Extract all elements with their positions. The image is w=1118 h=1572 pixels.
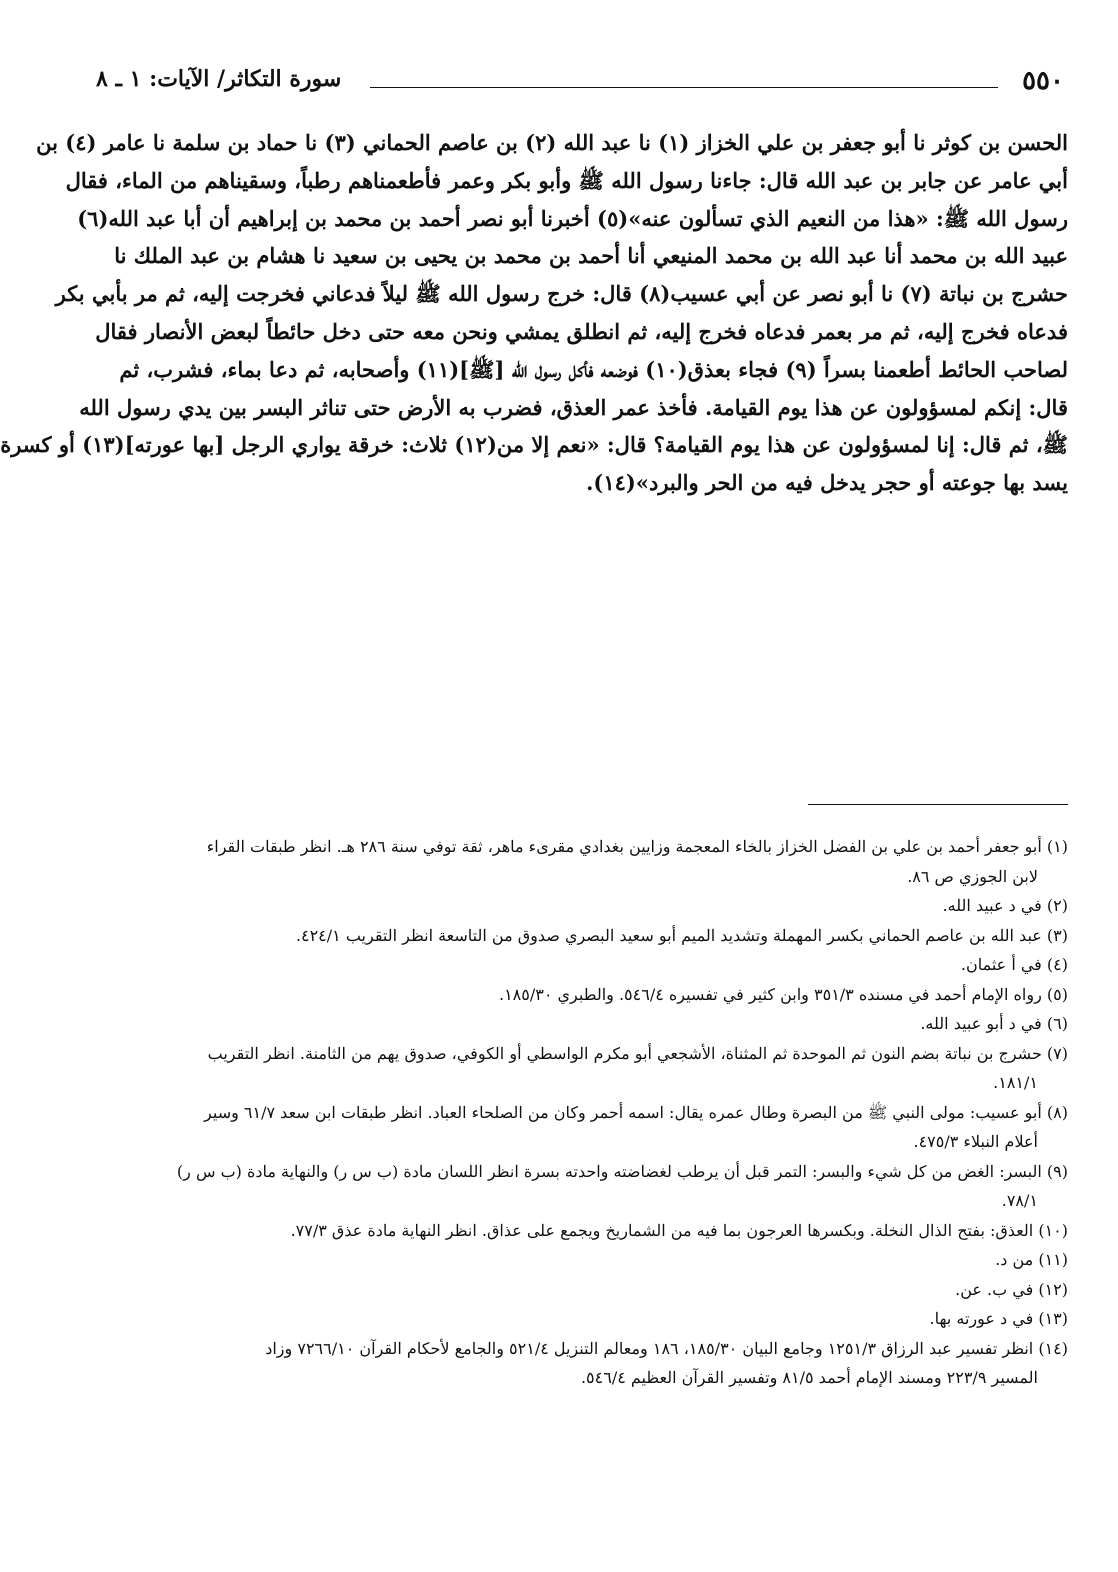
footnote-line: المسير ٢٢٣/٩ ومسند الإمام أحمد ٨١/٥ وتفسير القرآن العظيم ٥٤٦/٤.	[580, 1368, 1038, 1387]
page-number: ٥٥٠	[1022, 66, 1064, 96]
body-line: يسد بها جوعته أو حجر يدخل فيه من الحر والبرد»(١٤).	[586, 470, 1068, 496]
book-page	[0, 64, 1068, 1532]
footnote-line: (١٠) العذق: بفتح الذال النخلة. وبكسرها العرجون بما فيه من الشماريخ ويجمع على عذاق. انظر النهاية مادة عذق ٧٧/٣.	[290, 1220, 1068, 1240]
footnote-line: ٧٨/١.	[1001, 1191, 1038, 1210]
footnotes	[90, 832, 1068, 1393]
footnote-line: (١٢) في ب. عن.	[955, 1279, 1068, 1299]
footnote-line: (٩) البسر: الغض من كل شيء والبسر: التمر قبل أن يرطب لغضاضته واحدته بسرة انظر اللسان مادة (ب س ر) والنهاية مادة (ب س ر)	[176, 1161, 1068, 1181]
footnote-line: (٣) عبد الله بن عاصم الحماني بكسر المهملة وتشديد الميم أبو سعيد البصري صدوق من التاسعة انظر التقريب ٤٢٤/١.	[295, 925, 1068, 945]
footnote-line: (٢) في د عبيد الله.	[942, 896, 1068, 915]
page-header	[90, 64, 1068, 104]
footnote-line: (١٣) في د عورته بها.	[929, 1309, 1068, 1328]
footnote-line: (١) أبو جعفر أحمد بن علي بن الفضل الخزاز بالخاء المعجمة وزايين بغدادي مقرىء ماهر، ثقة توفي سنة ٢٨٦ هـ. انظر طبقات القراء	[206, 837, 1068, 856]
footnote-line: (٨) أبو عسيب: مولى النبي ﷺ من البصرة وطال عمره يقال: اسمه أحمر وكان من الصلحاء العباد. انظر طبقات ابن سعد ٦١/٧ وسير	[204, 1102, 1068, 1122]
body-line: رسول الله ﷺ: «هذا من النعيم الذي تسألون عنه»(٥) أخبرنا أبو نصر أحمد بن محمد بن إبراهيم أن أبا عبد الله(٦)	[77, 205, 1068, 231]
footnote-line: (١٤) انظر تفسير عبد الرزاق ١٢٥١/٣ وجامع البيان ١٨٥/٣٠، ١٨٦ ومعالم التنزيل ٥٢١/٤ والجامع لأحكام القرآن ٧٢٦٦/١٠ وزاد	[265, 1338, 1068, 1358]
body-line: حشرج بن نباتة (٧) نا أبو نصر عن أبي عسيب(٨) قال: خرج رسول الله ﷺ ليلاً فدعاني فخرجت إليه، ثم مر بأبي بكر	[55, 281, 1068, 307]
footnote-line: (١١) من د.	[995, 1250, 1068, 1269]
body-line: لصاحب الحائط أطعمنا بسراً (٩) فجاء بعذق(١٠) فوضعه فأكل رسول الله [ﷺ](١١) وأصحابه، ثم دعا بماء، فشرب، ثم	[119, 356, 1068, 382]
footnote-line: (٤) في أ عثمان.	[960, 955, 1068, 974]
body-line: ﷺ، ثم قال: إنا لمسؤولون عن هذا يوم القيامة؟ قال: «نعم إلا من(١٢) ثلاث: خرقة يواري الرجل [بها عورته](١٣) أو كسرة	[0, 432, 1068, 458]
header-rule	[370, 87, 998, 88]
footnote-line: (٧) حشرج بن نباتة بضم النون ثم الموحدة ثم المثناة، الأشجعي أبو مكرم الواسطي أو الكوفي، صدوق يهم من الثامنة. انظر التقريب	[207, 1043, 1068, 1063]
footnote-line: (٦) في د أبو عبيد الله.	[920, 1014, 1068, 1033]
footnote-separator	[808, 804, 1068, 805]
body-line: الحسن بن كوثر نا أبو جعفر بن علي الخزاز (١) نا عبد الله (٢) بن عاصم الحماني (٣) نا حماد بن سلمة نا عامر (٤) بن	[36, 130, 1068, 155]
footnote-line: ١٨١/١.	[993, 1073, 1038, 1092]
body-line: أبي عامر عن جابر بن عبد الله قال: جاءنا رسول الله ﷺ وأبو بكر وعمر فأطعمناهم رطباً، وسقيناهم من الماء، فقال	[65, 167, 1068, 193]
footnote-line: أعلام النبلاء ٤٧٥/٣.	[913, 1132, 1038, 1151]
footnote-line: (٥) رواه الإمام أحمد في مسنده ٣٥١/٣ وابن كثير في تفسيره ٥٤٦/٤. والطبري ١٨٥/٣٠.	[498, 984, 1068, 1004]
footnote-line: لابن الجوزي ص ٨٦.	[907, 866, 1038, 886]
body-line: فدعاه فخرج إليه، ثم مر بعمر فدعاه فخرج إليه، ثم انطلق يمشي ونحن معه حتى دخل حائطاً لبعض الأنصار فقال	[95, 318, 1068, 344]
body-line: قال: إنكم لمسؤولون عن هذا يوم القيامة. فأخذ عمر العذق، فضرب به الأرض حتى تناثر البسر بين يدي رسول الله	[79, 394, 1068, 420]
running-title: سورة التكاثر/ الآيات: ١ ـ ٨	[96, 66, 342, 92]
main-text	[0, 124, 1068, 502]
body-line: عبيد الله بن محمد أنا عبد الله بن محمد المنيعي أنا أحمد بن محمد بن يحيى بن سعيد نا هشام بن عبد الملك نا	[114, 243, 1068, 269]
